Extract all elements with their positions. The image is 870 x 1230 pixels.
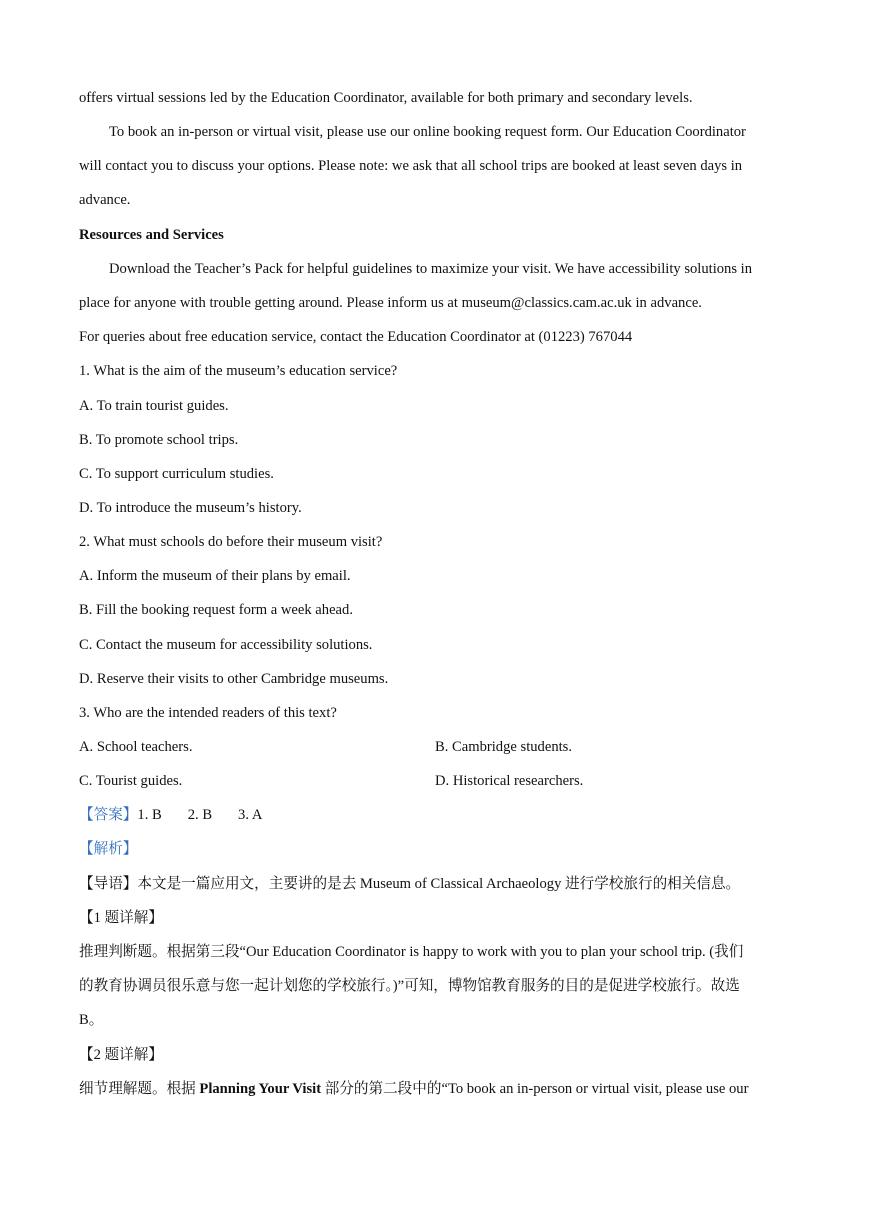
section-heading-resources: Resources and Services: [79, 227, 224, 243]
detail2-label: 【2 题详解】: [79, 1047, 163, 1063]
paragraph-booking-line2: will contact you to discuss your options. Please note: we ask that all school trips are booked at least seven days in: [79, 158, 743, 174]
q3-option-d: D. Historical researchers.: [435, 773, 584, 789]
q2-option-c: C. Contact the museum for accessibility solutions.: [79, 637, 373, 653]
detail2-section-name: Planning Your Visit: [199, 1081, 322, 1097]
paragraph-booking-line1: To book an in-person or virtual visit, please use our online booking request form. Our Education Coordinator: [109, 124, 746, 140]
q2-option-a: A. Inform the museum of their plans by email.: [79, 568, 351, 584]
answer-label: 【答案】: [79, 807, 138, 823]
q3-option-a: A. School teachers.: [79, 739, 193, 755]
guide-text: 【导语】本文是一篇应用文，主要讲的是去 Museum of Classical Archaeology 进行学校旅行的相关信息。: [79, 876, 741, 892]
q1-option-b: B. To promote school trips.: [79, 432, 239, 448]
detail2-text-pre: 细节理解题。根据: [79, 1081, 200, 1097]
q3-options-row2: [79, 771, 792, 791]
detail2-line1: [79, 1079, 792, 1099]
q1-option-d: D. To introduce the museum’s history.: [79, 500, 302, 516]
detail1-line3: B。: [79, 1012, 104, 1028]
paragraph-queries: For queries about free education service, contact the Education Coordinator at (01223) 767044: [79, 329, 633, 345]
q1-option-c: C. To support curriculum studies.: [79, 466, 274, 482]
detail1-label: 【1 题详解】: [79, 910, 163, 926]
detail1-line1: 推理判断题。根据第三段“Our Education Coordinator is happy to work with you to plan your school trip. (我们: [79, 944, 744, 960]
q2-option-d: D. Reserve their visits to other Cambridge museums.: [79, 671, 389, 687]
q3-options-row1: [79, 737, 792, 757]
answer-row: [79, 805, 792, 825]
paragraph-resources-line2: place for anyone with trouble getting around. Please inform us at museum@classics.cam.ac.uk in advance.: [79, 295, 702, 311]
question-2: 2. What must schools do before their museum visit?: [79, 534, 383, 550]
question-1: 1. What is the aim of the museum’s education service?: [79, 363, 398, 379]
q3-option-b: B. Cambridge students.: [435, 739, 573, 755]
answer-1: 1. B: [137, 807, 162, 823]
q1-option-a: A. To train tourist guides.: [79, 398, 229, 414]
paragraph-booking-line3: advance.: [79, 192, 131, 208]
paragraph-resources-line1: Download the Teacher’s Pack for helpful guidelines to maximize your visit. We have accessibility solutions in: [109, 261, 753, 277]
answer-3: 3. A: [238, 807, 263, 823]
detail2-text-post: 部分的第二段中的“To book an in-person or virtual visit, please use our: [321, 1081, 749, 1097]
detail1-line2: 的教育协调员很乐意与您一起计划您的学校旅行。)”可知，博物馆教育服务的目的是促进学校旅行。故选: [79, 978, 740, 994]
q2-option-b: B. Fill the booking request form a week ahead.: [79, 602, 353, 618]
answer-2: 2. B: [187, 807, 213, 823]
q3-option-c: C. Tourist guides.: [79, 773, 183, 789]
analysis-label: 【解析】: [79, 841, 138, 857]
paragraph-virtual-sessions: offers virtual sessions led by the Education Coordinator, available for both primary and secondary levels.: [79, 90, 693, 106]
question-3: 3. Who are the intended readers of this text?: [79, 705, 337, 721]
